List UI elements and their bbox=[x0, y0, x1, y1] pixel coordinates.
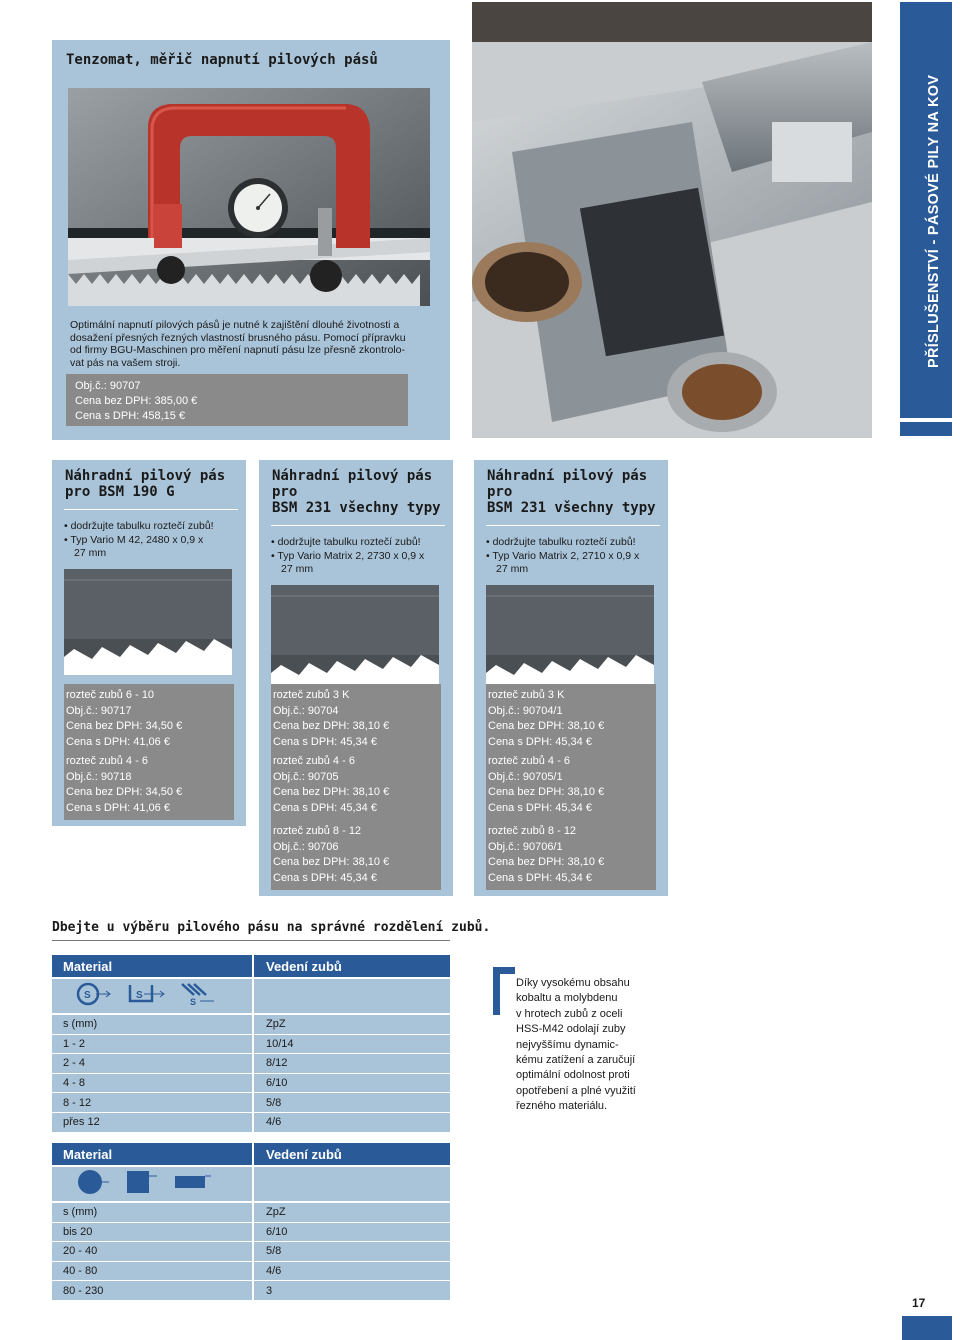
page-number: 17 bbox=[912, 1296, 926, 1310]
svg-text:S: S bbox=[84, 989, 91, 1001]
pitch-table-solids bbox=[52, 1143, 450, 1300]
blade-title: Náhradní pilový pás pro BSM 231 všechny typy bbox=[487, 468, 656, 516]
table-row: přes 12 4/6 bbox=[52, 1113, 450, 1132]
side-band-strip bbox=[900, 422, 952, 436]
quote-mark bbox=[493, 967, 500, 1015]
material-icons-row bbox=[52, 1167, 450, 1201]
blade-bullets: • dodržujte tabulku roztečí zubů! • Typ Vario Matrix 2, 2730 x 0,9 x 27 mm bbox=[259, 526, 453, 577]
blade-card-bsm231-2730 bbox=[259, 460, 453, 896]
profile-icon bbox=[126, 981, 166, 1012]
table-row: 8 - 12 5/8 bbox=[52, 1093, 450, 1112]
tube-icon bbox=[76, 981, 112, 1012]
header-tooth-guide: Vedení zubů bbox=[252, 955, 450, 977]
material-icons-row bbox=[52, 979, 450, 1013]
tenzomat-price-box bbox=[66, 374, 408, 426]
blade-bullets: • dodržujte tabulku roztečí zubů! • Typ Vario Matrix 2, 2710 x 0,9 x 27 mm bbox=[474, 526, 668, 577]
order-number: Obj.č.: 90707 bbox=[75, 380, 141, 392]
table-row: 40 - 80 4/6 bbox=[52, 1262, 450, 1281]
table-header bbox=[52, 955, 450, 977]
price-card-pitch-4-6: rozteč zubů 4 - 6 Obj.č.: 90718 Cena bez DPH: 34,50 € Cena s DPH: 41,06 € bbox=[64, 750, 234, 820]
svg-text:S: S bbox=[190, 996, 197, 1007]
bundle-icon bbox=[180, 981, 216, 1012]
quote-mark bbox=[493, 967, 515, 974]
blade-title: Náhradní pilový pás pro BSM 231 všechny typy bbox=[272, 468, 441, 516]
price-card-pitch-8-12: rozteč zubů 8 - 12 Obj.č.: 90706/1 Cena bez DPH: 38,10 € Cena s DPH: 45,34 € bbox=[486, 820, 656, 890]
table-row: s (mm) ZpZ bbox=[52, 1015, 450, 1034]
table-row: bis 20 6/10 bbox=[52, 1223, 450, 1242]
blade-title: Náhradní pilový pás pro BSM 190 G bbox=[65, 468, 226, 500]
flat-bar-icon bbox=[172, 1168, 212, 1201]
side-category-label: PŘÍSLUŠENSTVÍ - PÁSOVÉ PILY NA KOV bbox=[926, 74, 942, 368]
square-bar-icon bbox=[124, 1168, 158, 1201]
price-card-pitch-8-12: rozteč zubů 8 - 12 Obj.č.: 90706 Cena bez DPH: 38,10 € Cena s DPH: 45,34 € bbox=[271, 820, 441, 890]
tooth-pitch-note: Dbejte u výběru pilového pásu na správné rozdělení zubů. bbox=[52, 920, 491, 935]
table-row: s (mm) ZpZ bbox=[52, 1203, 450, 1222]
tenzomat-photo bbox=[68, 88, 430, 306]
tenzomat-description: Optimální napnutí pilových pásů je nutné k zajištění dlouhé životnosti a dosažení přesných řezných vlastností brusného pásu. Pomocí přípravku od firmy BGU-Maschinen pro měření napnutí pásu lze přesně zkontrolo- vat pás na vašem stroji. bbox=[70, 319, 406, 369]
blade-bullets: • dodržujte tabulku roztečí zubů! • Typ Vario M 42, 2480 x 0,9 x 27 mm bbox=[52, 510, 246, 561]
blade-card-bsm190 bbox=[52, 460, 246, 826]
table-row: 4 - 8 6/10 bbox=[52, 1074, 450, 1093]
table-row: 20 - 40 5/8 bbox=[52, 1242, 450, 1261]
table-row: 1 - 2 10/14 bbox=[52, 1035, 450, 1054]
header-tooth-guide: Vedení zubů bbox=[252, 1143, 450, 1165]
table-header bbox=[52, 1143, 450, 1165]
header-material: Material bbox=[63, 1146, 113, 1162]
saw-blade-image bbox=[271, 585, 439, 691]
steel-tubes-photo bbox=[472, 2, 872, 438]
price-card-pitch-4-6: rozteč zubů 4 - 6 Obj.č.: 90705 Cena bez DPH: 38,10 € Cena s DPH: 45,34 € bbox=[271, 750, 441, 820]
page-number-bar bbox=[902, 1316, 952, 1340]
price-card-pitch-3k: rozteč zubů 3 K Obj.č.: 90704 Cena bez DPH: 38,10 € Cena s DPH: 45,34 € bbox=[271, 684, 441, 754]
round-bar-icon bbox=[76, 1168, 110, 1201]
price-card-pitch-4-6: rozteč zubů 4 - 6 Obj.č.: 90705/1 Cena bez DPH: 38,10 € Cena s DPH: 45,34 € bbox=[486, 750, 656, 820]
price-card-pitch-6-10: rozteč zubů 6 - 10 Obj.č.: 90717 Cena bez DPH: 34,50 € Cena s DPH: 41,06 € bbox=[64, 684, 234, 754]
table-row: 2 - 4 8/12 bbox=[52, 1054, 450, 1073]
saw-blade-image bbox=[486, 585, 654, 691]
table-row: 80 - 230 3 bbox=[52, 1281, 450, 1300]
price-card-pitch-3k: rozteč zubů 3 K Obj.č.: 90704/1 Cena bez DPH: 38,10 € Cena s DPH: 45,34 € bbox=[486, 684, 656, 754]
header-material: Material bbox=[63, 958, 113, 974]
divider bbox=[52, 940, 450, 941]
blade-card-bsm231-2710 bbox=[474, 460, 668, 896]
svg-text:S: S bbox=[136, 989, 143, 1001]
pitch-table-profiles bbox=[52, 955, 450, 1132]
price-gross: Cena s DPH: 458,15 € bbox=[75, 410, 186, 422]
tenzomat-title: Tenzomat, měřič napnutí pilových pásů bbox=[66, 52, 378, 68]
hss-quote: Díky vysokému obsahu kobaltu a molybdenu v hrotech zubů z oceli HSS-M42 odolají zuby nejvyššímu dynamic- kému zatížení a zaručují optimální odolnost proti opotřebení a plné využití řezného materiálu. bbox=[516, 977, 636, 1113]
saw-blade-image bbox=[64, 569, 232, 675]
price-net: Cena bez DPH: 385,00 € bbox=[75, 395, 198, 407]
